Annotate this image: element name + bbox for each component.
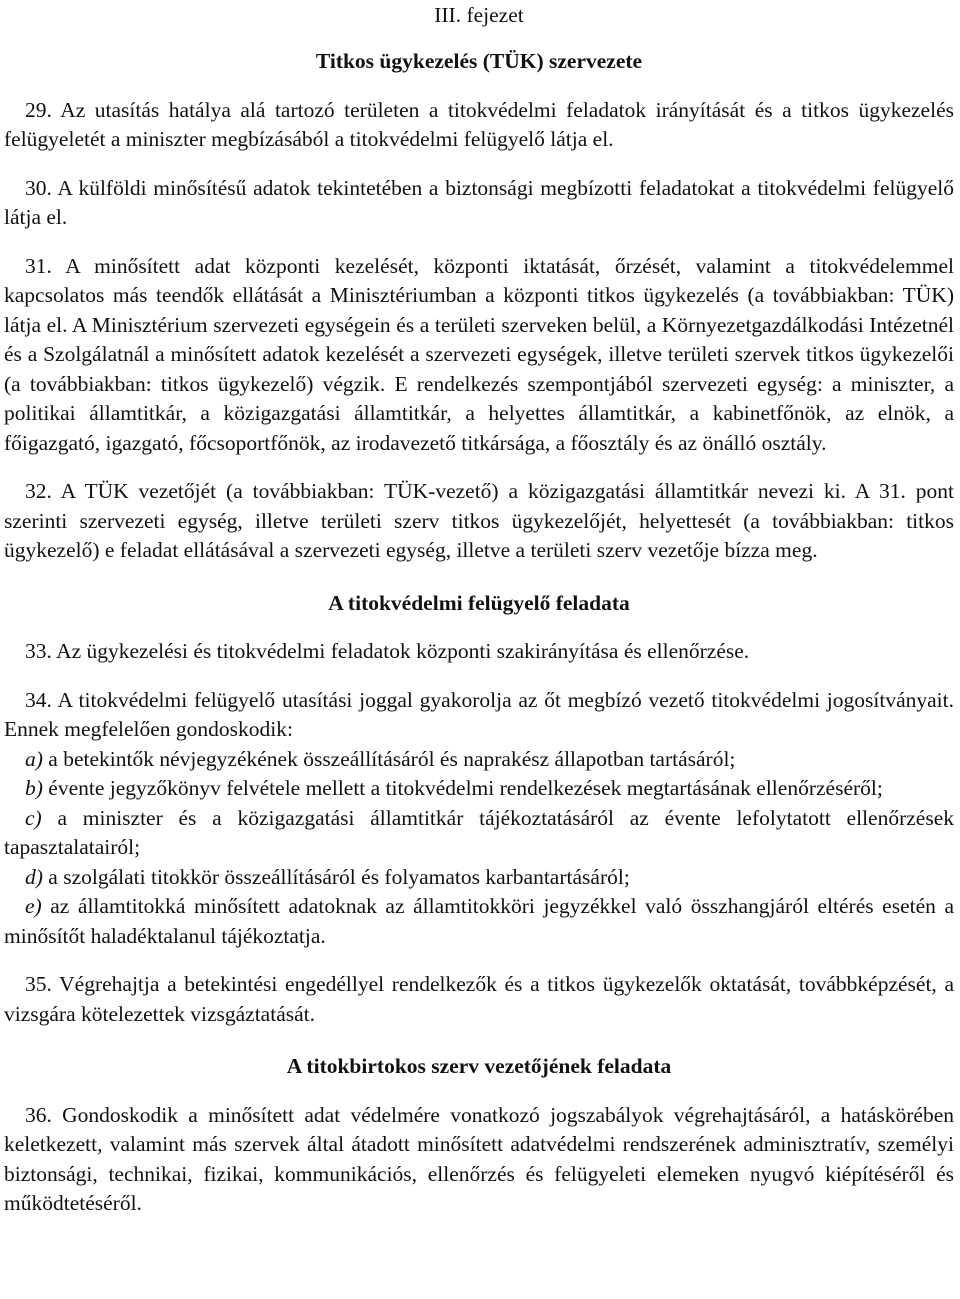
paragraph-36: 36. Gondoskodik a minősített adat védelmére vonatkozó jogszabályok végrehajtásáról, a hatáskörében keletkezett, valamint más szervek által átadott minősített adatvédelmi rendszerének adminisztratív, személyi biztonsági, technikai, fizikai, kommunikációs, ellenőrzés és felügyeleti elemeken nyugvó kiépítéséről és működtetéséről. (4, 1102, 954, 1215)
list-letter: c) (25, 805, 42, 830)
list-item-text: a miniszter és a közigazgatási államtitkár tájékoztatásáról az évente lefolytatott ellenőrzések tapasztalatairól; (4, 805, 954, 859)
list-item-text: az államtitokká minősített adatoknak az államtitokköri jegyzékkel való összhangjáról eltérés esetén a minősítőt haladéktalanul tájékoztatja. (4, 894, 954, 948)
paragraph-35: 35. Végrehajtja a betekintési engedéllyel rendelkezők és a titkos ügykezelők oktatását, továbbképzését, a vizsgára kötelezettek vizsgáztatását. (4, 972, 954, 1026)
paragraph-29: 29. Az utasítás hatálya alá tartozó területen a titokvédelmi feladatok irányítását és a titkos ügykezelés felügyeletét a miniszter megbízásából a titokvédelmi felügyelő látja el. (4, 97, 954, 151)
list-item-e (4, 892, 954, 951)
paragraph-31: 31. A minősített adat központi kezelését, központi iktatását, őrzését, valamint a titokvédelemmel kapcsolatos más teendők ellátását a Minisztériumban a központi titkos ügykezelés (a továbbiakban: TÜK) látja el. A Minisztérium szervezeti egységein és a területi szerveken belül, a Környezetgazdálkodási Intézetnél és a Szolgálatnál a minősített adatok kezelését a szervezeti egységek, illetve területi szervek titkos ügykezelői (a továbbiakban: titkos ügykezelő) végzik. E rendelkezés szempontjából szervezeti egység: a miniszter, a politikai államtitkár, a közigazgatási államtitkár, a helyettes államtitkár, a kabinetfőnök, az elnök, a főigazgató, igazgató, főcsoportfőnök, az irodavezető titkársága, a főosztály és az önálló osztály. (4, 253, 954, 455)
paragraph-32: 32. A TÜK vezetőjét (a továbbiakban: TÜK-vezető) a közigazgatási államtitkár nevezi ki. A 31. pont szerinti szervezeti egység, illetve területi szerv titkos ügykezelőjét, helyettesét (a továbbiakban: titkos ügykezelő) e feladat ellátásával a szervezeti egység, illetve a területi szerv vezetője bízza meg. (4, 479, 954, 562)
list-item-c (4, 804, 954, 863)
list-item-text: a szolgálati titokkör összeállításáról és folyamatos karbantartásáról; (42, 864, 630, 889)
list-letter: d) (25, 864, 43, 889)
list-letter: b) (25, 776, 43, 800)
section-heading-tuk: Titkos ügykezelés (TÜK) szervezete (315, 49, 643, 73)
document-page (4, 0, 954, 1219)
paragraph-34-intro: 34. A titokvédelmi felügyelő utasítási joggal gyakorolja az őt megbízó vezető titokvédelmi jogosítványait. Ennek megfelelően gondoskodik: (4, 687, 954, 741)
list-item-text: a betekintők névjegyzékének összeállításáról és naprakész állapotban tartásáról; (42, 746, 736, 771)
section-heading-felugyelo: A titokvédelmi felügyelő feladata (328, 590, 630, 615)
paragraph-30: 30. A külföldi minősítésű adatok tekintetében a biztonsági megbízotti feladatokat a titokvédelmi felügyelő látja el. (4, 175, 954, 229)
list-item-d (4, 863, 954, 893)
list-item-a (4, 745, 954, 775)
list-letter: e) (25, 894, 42, 918)
chapter-title: III. fejezet (434, 3, 524, 27)
paragraph-33: 33. Az ügykezelési és titokvédelmi feladatok központi szakirányítása és ellenőrzése. (25, 639, 750, 663)
section-heading-titokbirtokos: A titokbirtokos szerv vezetőjének feladata (286, 1054, 672, 1078)
list-letter: a) (25, 746, 43, 771)
list-item-text: évente jegyzőkönyv felvétele mellett a titokvédelmi rendelkezések megtartásának ellenőrzéséről; (42, 776, 883, 800)
list-item-b (4, 774, 954, 804)
